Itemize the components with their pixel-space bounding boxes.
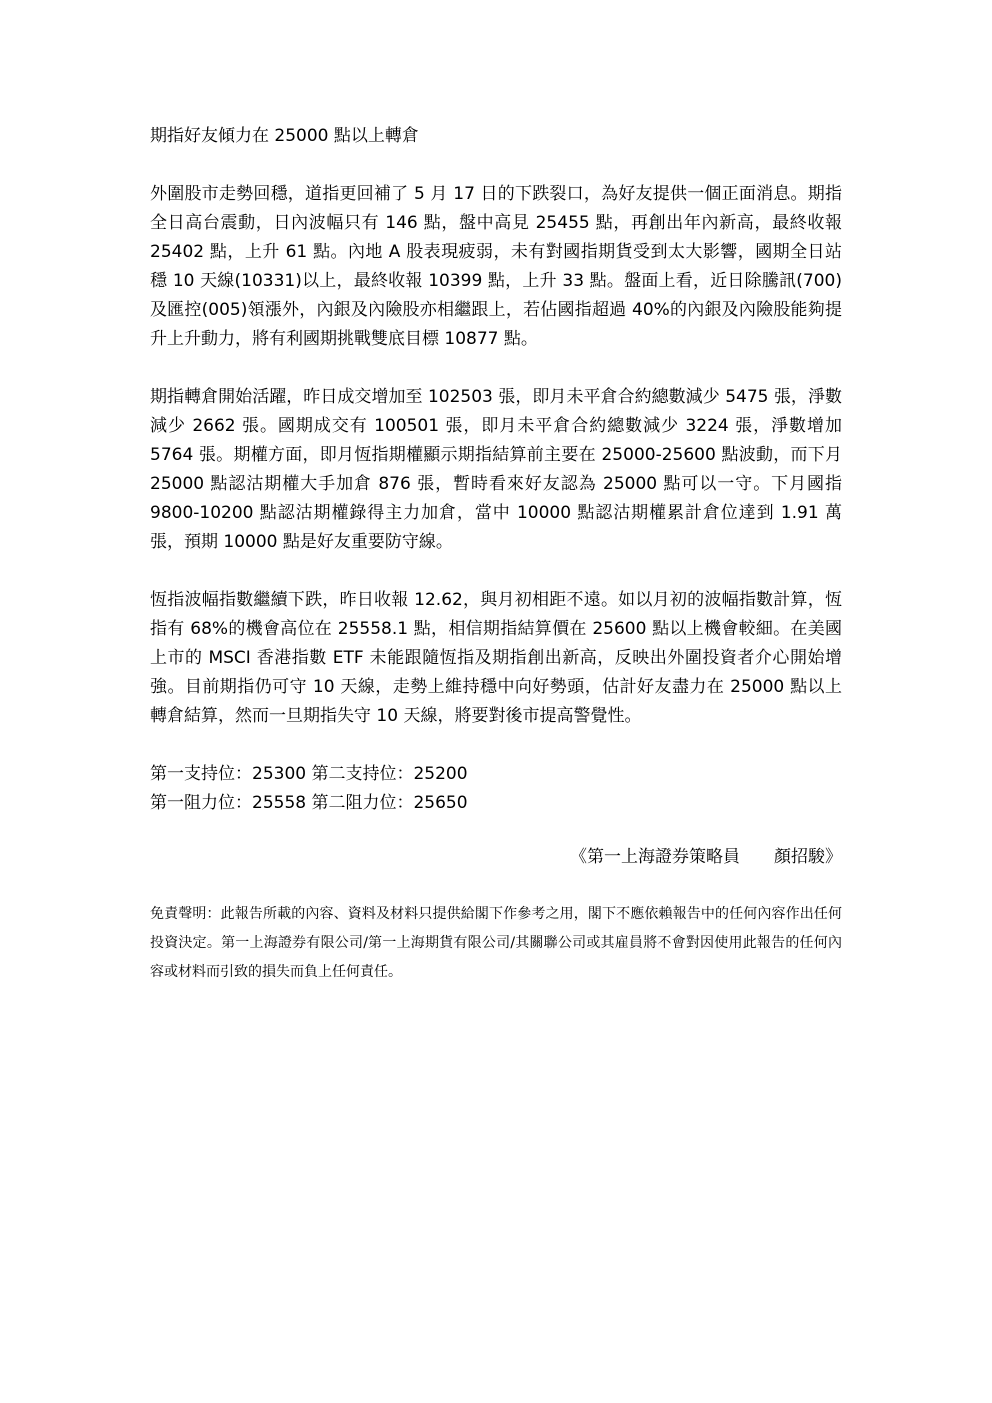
paragraph-market-overview: 外圍股市走勢回穩，道指更回補了 5 月 17 日的下跌裂口，為好友提供一個正面消息。期指全日高台震動，日內波幅只有 146 點，盤中高見 25455 點，再創出年內新高，最終收報 25402 點，上升 61 點。內地 A 股表現疲弱，未有對國指期貨受到太大影響，國期全日站穩 10 天線(10331)以上，最終收報 10399 點，上升 33 點。盤面上看，近日除騰訊(700)及匯控(005)領漲外，內銀及內險股亦相繼跟上，若佔國指超過 40%的內銀及內險股能夠提升上升動力，將有利國期挑戰雙底目標 10877 點。 [150,184,842,349]
disclaimer: 免責聲明：此報告所載的內容、資料及材料只提供給閣下作參考之用，閣下不應依賴報告中的任何內容作出任何投資決定。第一上海證券有限公司/第一上海期貨有限公司/其關聯公司或其雇員將不會對因使用此報告的任何內容或材料而引致的損失而負上任何責任。 [150,906,842,980]
resistance-levels: 第一阻力位：25558 第二阻力位：25650 [150,793,468,813]
support-levels: 第一支持位：25300 第二支持位：25200 [150,764,468,784]
document-page [150,122,842,987]
article-title: 期指好友傾力在 25000 點以上轉倉 [150,126,419,146]
paragraph-volatility-outlook: 恆指波幅指數繼續下跌，昨日收報 12.62，與月初相距不遠。如以月初的波幅指數計算，恆指有 68%的機會高位在 25558.1 點，相信期指結算價在 25600 點以上機會較細。在美國上市的 MSCI 香港指數 ETF 未能跟隨恆指及期指創出新高，反映出外圍投資者介心開始增強。目前期指仍可守 10 天線，走勢上維持穩中向好勢頭，估計好友盡力在 25000 點以上轉倉結算，然而一旦期指失守 10 天線，將要對後市提高警覺性。 [150,590,842,726]
signature-org-title: 《第一上海證券策略員 [570,847,740,867]
support-resistance-levels [150,760,842,818]
author-signature [150,843,842,872]
signature-author: 顏招駿》 [774,847,842,867]
paragraph-rollover-activity: 期指轉倉開始活躍，昨日成交增加至 102503 張，即月未平倉合約總數減少 5475 張，淨數減少 2662 張。國期成交有 100501 張，即月未平倉合約總數減少 3224 張，淨數增加 5764 張。期權方面，即月恆指期權顯示期指結算前主要在 25000-25600 點波動，而下月 25000 點認沽期權大手加倉 876 張，暫時看來好友認為 25000 點可以一守。下月國指 9800-10200 點認沽期權錄得主力加倉，當中 10000 點認沽期權累計倉位達到 1.91 萬張，預期 10000 點是好友重要防守線。 [150,387,842,552]
